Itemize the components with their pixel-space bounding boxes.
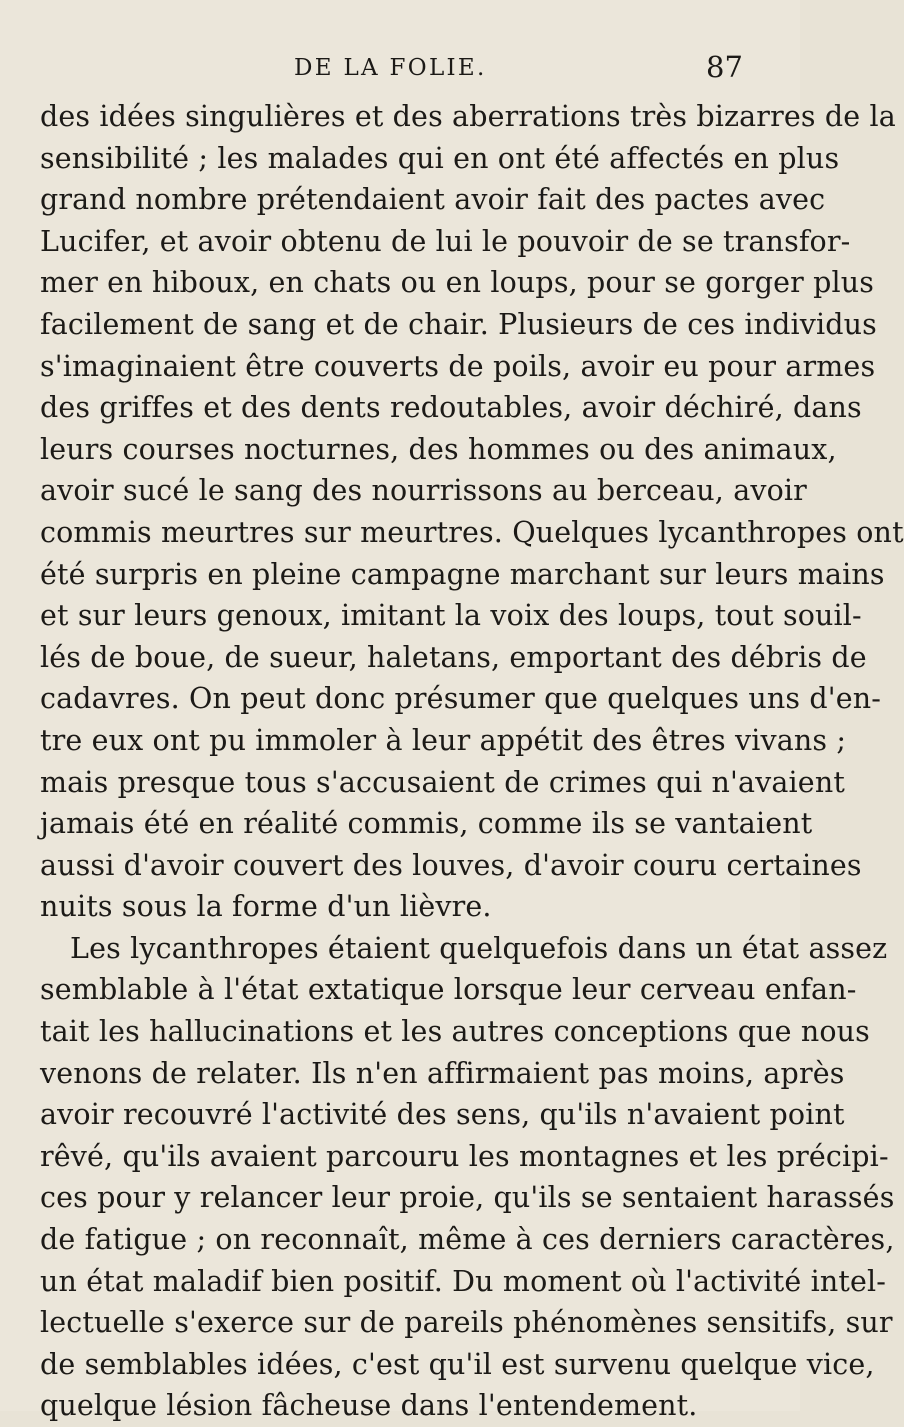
- text-line: un état maladif bien positif. Du moment où l'activité intel-: [40, 1264, 887, 1298]
- text-line: aussi d'avoir couvert des louves, d'avoir couru certaines: [40, 848, 862, 882]
- text-line: sensibilité ; les malades qui en ont été affectés en plus: [40, 141, 840, 175]
- text-line: tait les hallucinations et les autres conceptions que nous: [40, 1015, 870, 1049]
- text-line: des griffes et des dents redoutables, avoir déchiré, dans: [40, 391, 862, 425]
- text-line: et sur leurs genoux, imitant la voix des loups, tout souil-: [40, 599, 862, 633]
- text-line: jamais été en réalité commis, comme ils se vantaient: [40, 807, 813, 841]
- text-line: grand nombre prétendaient avoir fait des pactes avec: [40, 183, 826, 217]
- text-line: de semblables idées, c'est qu'il est survenu quelque vice,: [40, 1347, 875, 1381]
- running-title: DE LA FOLIE.: [294, 55, 487, 81]
- text-line: avoir sucé le sang des nourrissons au berceau, avoir: [40, 474, 807, 508]
- text-line: venons de relater. Ils n'en affirmaient pas moins, après: [40, 1056, 845, 1090]
- text-line: lés de boue, de sueur, haletans, emportant des débris de: [40, 640, 867, 674]
- text-line: quelque lésion fâcheuse dans l'entendement.: [40, 1389, 698, 1423]
- text-line: mais presque tous s'accusaient de crimes qui n'avaient: [40, 765, 845, 799]
- text-line: commis meurtres sur meurtres. Quelques lycanthropes ont: [40, 515, 904, 549]
- text-line: semblable à l'état extatique lorsque leur cerveau enfan-: [40, 973, 857, 1007]
- text-line: de fatigue ; on reconnaît, même à ces derniers caractères,: [40, 1223, 895, 1257]
- text-line: Lucifer, et avoir obtenu de lui le pouvoir de se transfor-: [40, 224, 851, 258]
- text-line: cadavres. On peut donc présumer que quelques uns d'en-: [40, 682, 882, 716]
- text-line: nuits sous la forme d'un lièvre.: [40, 890, 492, 924]
- text-line: avoir recouvré l'activité des sens, qu'ils n'avaient point: [40, 1098, 845, 1132]
- text-line: été surpris en pleine campagne marchant sur leurs mains: [40, 557, 885, 591]
- text-line: mer en hiboux, en chats ou en loups, pour se gorger plus: [40, 266, 875, 300]
- running-header: [0, 50, 800, 95]
- text-line: rêvé, qu'ils avaient parcouru les montagnes et les précipi-: [40, 1139, 889, 1173]
- body-text: [40, 96, 904, 1427]
- text-line: leurs courses nocturnes, des hommes ou des animaux,: [40, 432, 837, 466]
- text-line: ces pour y relancer leur proie, qu'ils se sentaient harassés: [40, 1181, 895, 1215]
- text-line: Les lycanthropes étaient quelquefois dans un état assez: [70, 931, 888, 965]
- text-line: facilement de sang et de chair. Plusieurs de ces individus: [40, 307, 877, 341]
- text-line: des idées singulières et des aberrations très bizarres de la: [40, 100, 896, 133]
- page-number: 87: [706, 50, 743, 84]
- text-line: s'imaginaient être couverts de poils, avoir eu pour armes: [40, 349, 876, 383]
- text-line: lectuelle s'exerce sur de pareils phénomènes sensitifs, sur: [40, 1306, 893, 1340]
- text-line: tre eux ont pu immoler à leur appétit des êtres vivans ;: [40, 723, 847, 757]
